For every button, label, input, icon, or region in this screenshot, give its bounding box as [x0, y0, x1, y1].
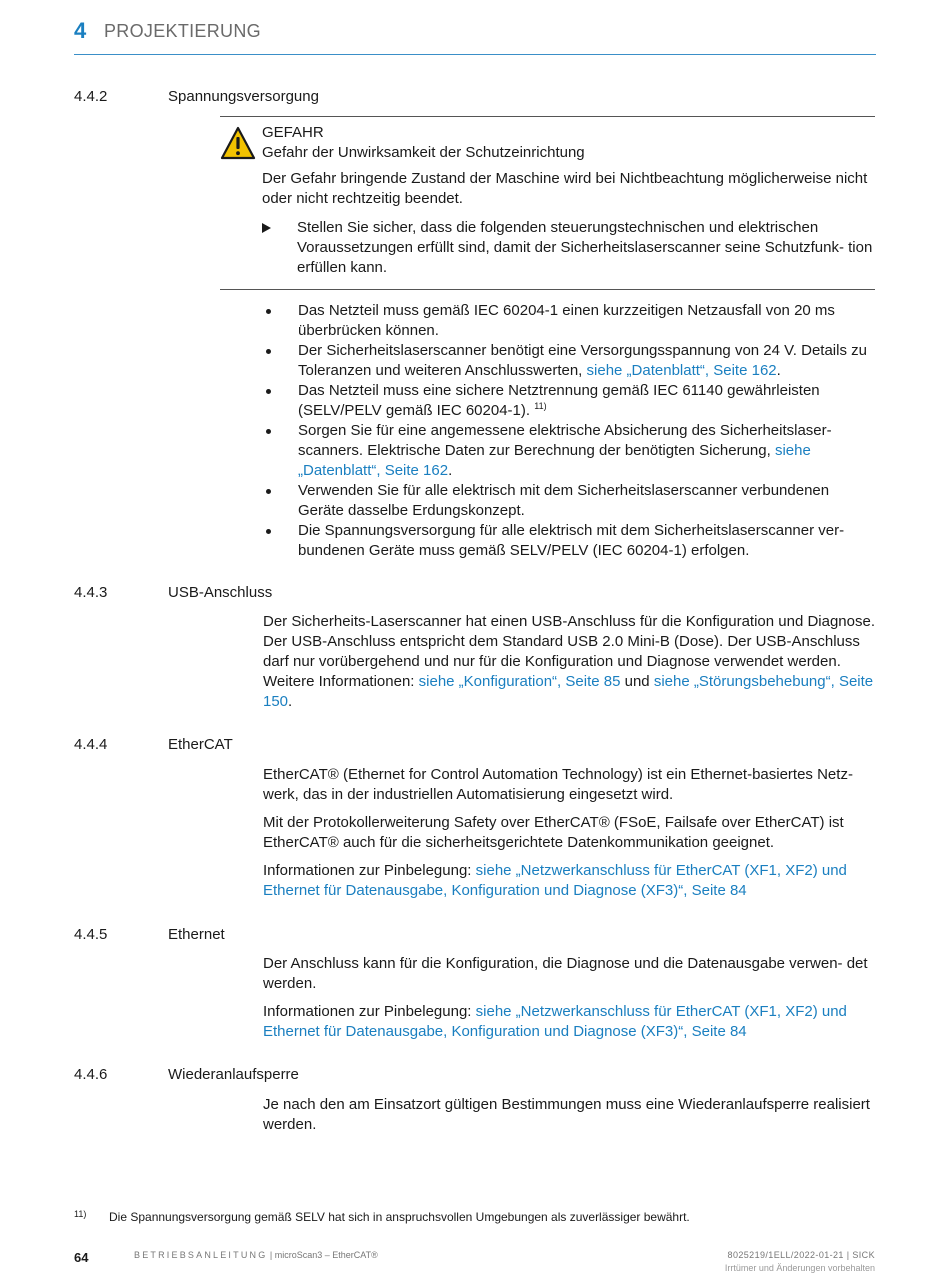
section-number: 4.4.6: [74, 1066, 108, 1083]
bullet-dot-icon: [266, 489, 271, 494]
disclaimer: Irrtümer und Änderungen vorbehalten: [724, 1263, 875, 1273]
datasheet-link[interactable]: siehe „Datenblatt“, Seite 162: [298, 442, 811, 479]
chapter-title: PROJEKTIERUNG: [104, 21, 261, 41]
ethernet-section-body: [263, 954, 875, 1050]
bullet-dot-icon: [266, 429, 271, 434]
footnote-mark: 11): [74, 1209, 87, 1219]
section-title: Wiederanlaufsperre: [168, 1066, 299, 1083]
ethercat-section-body: [263, 765, 875, 909]
list-item: Die Spannungsversorgung für alle elektrisch mit dem Sicherheitslaserscanner ver- bundenen Geräte muss gemäß SELV/PELV (IEC 60204-1) erfolgen.: [263, 521, 877, 561]
section-title: Spannungsversorgung: [168, 88, 319, 105]
ethercat-paragraph-1: EtherCAT® (Ethernet for Control Automation Technology) ist ein Ethernet-basiertes Netz- werk, das in der industriellen Automatisierung eingesetzt wird.: [263, 766, 853, 803]
footnote-text: Die Spannungsversorgung gemäß SELV hat sich in anspruchsvollen Umgebungen als zuverlässiger bewährt.: [109, 1210, 690, 1224]
bullet-list: [263, 301, 877, 561]
document-id: 8025219/1ELL/2022-01-21 | SICK: [727, 1250, 875, 1260]
section-number: 4.4.4: [74, 736, 108, 753]
document-type: BETRIEBSANLEITUNG: [134, 1250, 268, 1260]
pin-assignment-link[interactable]: siehe „Netzwerkanschluss für EtherCAT (XF1, XF2) und Ethernet für Datenausgabe, Konfiguration und Diagnose (XF3)“, Seite 84: [263, 862, 847, 899]
bullet-dot-icon: [266, 529, 271, 534]
danger-subtitle: Gefahr der Unwirksamkeit der Schutzeinrichtung: [262, 144, 585, 161]
usb-paragraph: Der Sicherheits-Laserscanner hat einen USB-Anschluss für die Konfiguration und Diagnose. Der USB-Anschluss entspricht dem Standard USB 2.0 Mini-B (Dose). Der USB-Anschluss darf nur vorübergehend und nur für die Konfiguration und Diagnose verwendet werden. Weitere Informationen: siehe „Konfiguration“, Seite 85 und siehe „Störungsbehebung“, Seite 150.: [263, 613, 876, 710]
section-title: USB-Anschluss: [168, 584, 273, 601]
restart-interlock-section-body: [263, 1095, 875, 1143]
section-title: Ethernet: [168, 926, 225, 943]
ethernet-paragraph-2: Informationen zur Pinbelegung: siehe „Netzwerkanschluss für EtherCAT (XF1, XF2) und Ethernet für Datenausgabe, Konfiguration und Diagnose (XF3)“, Seite 84: [263, 1003, 847, 1040]
footnote-reference[interactable]: 11): [534, 401, 547, 411]
document-title: [134, 1250, 378, 1260]
bullet-dot-icon: [266, 389, 271, 394]
list-item: Das Netzteil muss gemäß IEC 60204-1 einen kurzzeitigen Netzausfall von 20 ms überbrücken können.: [263, 301, 877, 341]
page-number: 64: [74, 1250, 89, 1265]
configuration-link[interactable]: siehe „Konfiguration“, Seite 85: [418, 673, 621, 690]
danger-notice: [220, 116, 875, 290]
ethernet-paragraph-1: Der Anschluss kann für die Konfiguration, die Diagnose und die Datenausgabe verwen- det werden.: [263, 955, 868, 992]
chapter-header: [74, 18, 876, 55]
datasheet-link[interactable]: siehe „Datenblatt“, Seite 162: [586, 362, 777, 379]
bullet-dot-icon: [266, 349, 271, 354]
ethercat-paragraph-3: Informationen zur Pinbelegung: siehe „Netzwerkanschluss für EtherCAT (XF1, XF2) und Ethernet für Datenausgabe, Konfiguration und Diagnose (XF3)“, Seite 84: [263, 862, 847, 899]
action-arrow-icon: [262, 223, 271, 233]
pin-assignment-link[interactable]: siehe „Netzwerkanschluss für EtherCAT (XF1, XF2) und Ethernet für Datenausgabe, Konfiguration und Diagnose (XF3)“, Seite 84: [263, 1003, 847, 1040]
bullet-dot-icon: [266, 309, 271, 314]
danger-description: Der Gefahr bringende Zustand der Maschine wird bei Nichtbeachtung möglicherweise nicht oder nicht rechtzeitig beendet.: [262, 170, 868, 207]
list-item: Das Netzteil muss eine sichere Netztrennung gemäß IEC 61140 gewährleisten (SELV/PELV gemäß IEC 60204-1). $^{11)}$: [263, 381, 877, 421]
ethercat-paragraph-2: Mit der Protokollerweiterung Safety over EtherCAT® (FSoE, Failsafe over EtherCAT) ist EtherCAT® auch für die sicherheitsgerichtete Datenkommunikation geeignet.: [263, 814, 844, 851]
troubleshooting-link[interactable]: siehe „Störungsbehebung“, Seite 150: [263, 673, 874, 710]
danger-action: [262, 218, 874, 278]
chapter-number: 4: [74, 18, 87, 43]
section-number: 4.4.3: [74, 584, 108, 601]
list-item: Der Sicherheitslaserscanner benötigt eine Versorgungsspannung von 24 V. Details zu Toleranzen und weiteren Anschlusswerten, siehe „Datenblatt“, Seite 162.: [263, 341, 877, 381]
danger-title: GEFAHR: [262, 124, 324, 141]
section-title: EtherCAT: [168, 736, 233, 753]
warning-triangle-icon: [220, 126, 256, 160]
danger-action-text: Stellen Sie sicher, dass die folgenden steuerungstechnischen und elektrischen Voraussetzungen erfüllt sind, damit der Sicherheitslaserscanner seine Schutzfunk- tion erfüllen kann.: [297, 219, 873, 276]
section-number: 4.4.2: [74, 88, 108, 105]
section-number: 4.4.5: [74, 926, 108, 943]
usb-section-body: [263, 612, 875, 720]
restart-interlock-paragraph: Je nach den am Einsatzort gültigen Bestimmungen muss eine Wiederanlaufsperre realisiert werden.: [263, 1096, 870, 1133]
list-item: Sorgen Sie für eine angemessene elektrische Absicherung des Sicherheitslaser- scanners. Elektrische Daten zur Berechnung der benötigten Sicherung, siehe „Datenblatt“, Seite 162.: [263, 421, 877, 481]
document-product: | microScan3 – EtherCAT®: [267, 1250, 378, 1260]
list-item: Verwenden Sie für alle elektrisch mit dem Sicherheitslaserscanner verbundenen Geräte dasselbe Erdungskonzept.: [263, 481, 877, 521]
